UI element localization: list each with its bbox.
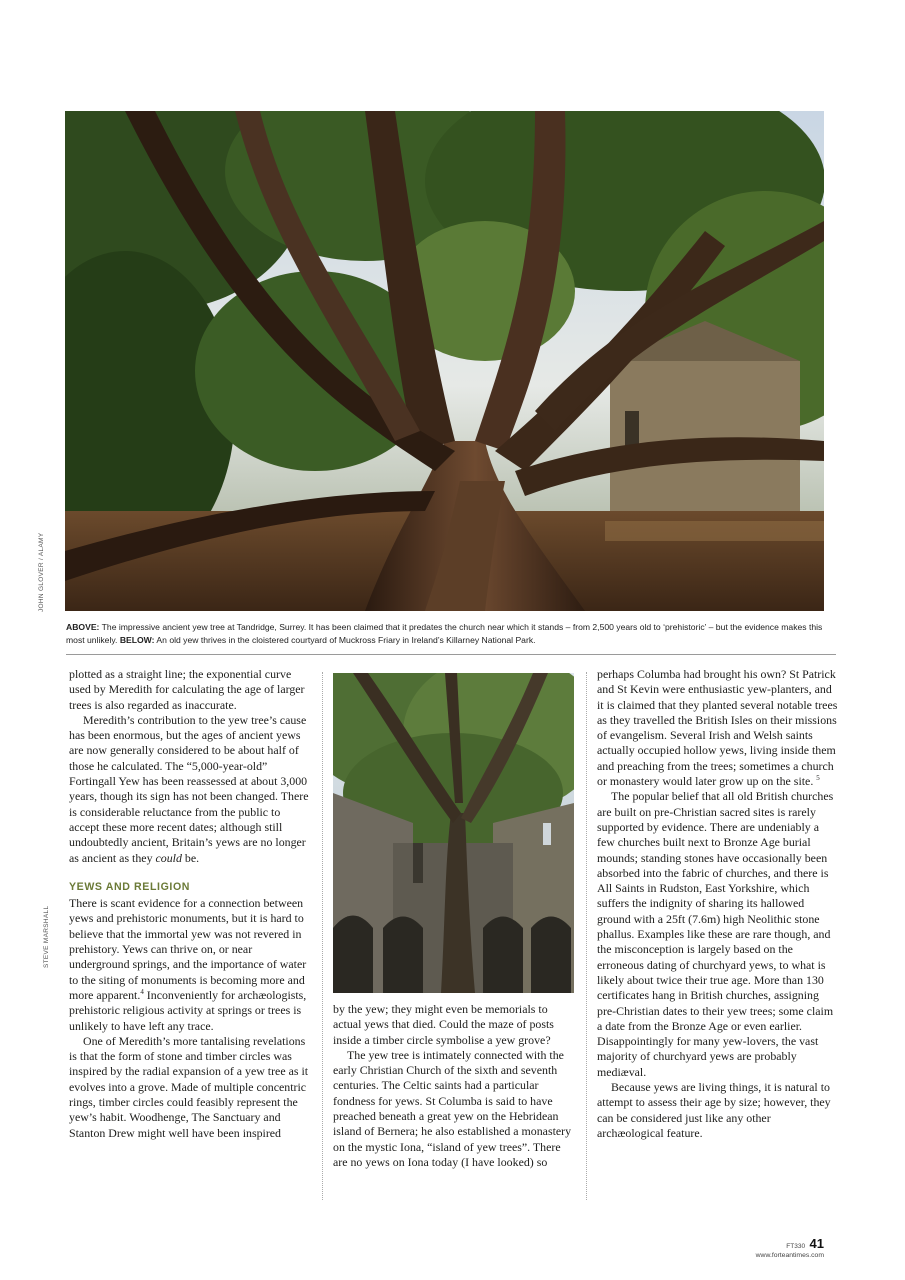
issue-number: FT330 <box>786 1243 806 1250</box>
caption-below-label: BELOW: <box>119 635 155 645</box>
paragraph: One of Meredith’s more tantalising revelations is that the form of stone and timber circles was inspired by the radial expansion of a yew tree as it evolves into a grove. Made of multiple concentric rings, timber circles could feasibly represent the yew’s habit. Woodhenge, The Sanctuary and Stanton Drew might well have been inspired <box>69 1033 309 1140</box>
column-divider <box>322 672 323 1200</box>
photo-muckross-yew <box>333 673 574 993</box>
paragraph: Meredith’s contribution to the yew tree’s cause has been enormous, but the ages of ancient yews are now generally considered to be about half of those he calculated. The “5,000-year-old” Fortingall Yew has been reassessed at about 3,000 years, though its sign has not been changed. There is considerable reluctance from the public to accept these more recent dates; although still undoubtedly ancient, Britain’s yews are no longer as ancient as they could be. <box>69 712 309 865</box>
site-url: www.forteantimes.com <box>755 1252 824 1259</box>
caption-divider <box>66 654 836 655</box>
article-column-2 <box>333 1002 575 1170</box>
paragraph: by the yew; they might even be memorials to actual yews that died. Could the maze of posts inside a timber circle symbolise a yew grove? <box>333 1002 554 1047</box>
caption-above-label: ABOVE: <box>66 622 100 632</box>
article-column-3 <box>597 667 839 1141</box>
paragraph: The yew tree is intimately connected with the early Christian Church of the sixth and seventh centuries. The Celtic saints had a particular fondness for yews. St Columba is said to have preached beneath a great yew on the Hebridean island of Bernera; he also established a monastery on the mystic Iona, “island of yew trees”. There are no yews on Iona today (I have looked) so <box>333 1047 572 1169</box>
page-folio <box>756 1235 824 1259</box>
article-column-1 <box>69 667 312 1141</box>
footnote-ref: 5 <box>816 774 820 783</box>
caption-above-text: The impressive ancient yew tree at Tandridge, Surrey. It has been claimed that it predates the church near which it stands – from 2,500 years old to ‘prehistoric’ – but the evidence makes this most unlikely. <box>66 622 823 645</box>
paragraph: plotted as a straight line; the exponential curve used by Meredith for calculating the age of larger trees is also regarded as inaccurate. <box>69 667 305 712</box>
column-divider <box>586 672 587 1200</box>
caption-below-text: An old yew thrives in the cloistered courtyard of Muckross Friary in Ireland’s Killarney National Park. <box>154 635 536 645</box>
photo-credit-top: JOHN GLOVER / ALAMY <box>38 532 45 612</box>
paragraph: There is scant evidence for a connection between yews and prehistoric monuments, but it is hard to believe that the immortal yew was not revered in prehistory. Yews can thrive on, or near underground springs, and the importance of water to the siting of monuments is becoming more and more apparent.$^4$ Inconveniently for archæologists, prehistoric religious activity at springs or trees is unlikely to have left any trace. <box>69 896 307 1033</box>
paragraph: Because yews are living things, it is natural to attempt to assess their age by size; however, they can be considered just like any other archæological feature. <box>597 1080 831 1140</box>
photo-credit-middle: STEVE MARSHALL <box>43 905 50 968</box>
paragraph: The popular belief that all old British churches are built on pre-Christian sacred sites is rarely supported by evidence. There are undeniably a few churches built next to Bronze Age burial mounds; standing stones have occasionally been absorbed into the fabric of churches, and there is All Saints in Rudston, East Yorkshire, which suffers the indignity of sharing its hallowed ground with a 25ft (7.6m) high Neolithic stone phallus. Examples like these are rare though, and the misconception is largely based on the erroneous dating of churchyard yews, to what is likely about twice their true age. More than 130 certificates hang in British churches, assigning pre-Christian dates to their yew trees; some claim a date from the Bronze Age or even earlier. Disappointingly for many yew-lovers, the vast majority of churchyard yews are probably mediæval. <box>597 789 834 1079</box>
footnote-ref: 4 <box>140 987 144 996</box>
page-number: 41 <box>809 1236 824 1251</box>
photo-caption <box>66 621 836 647</box>
paragraph: perhaps Columba had brought his own? St Patrick and St Kevin were enthusiastic yew-planters, and it is claimed that they planted several notable trees as they travelled the British Isles on their missions of evangelism. Several Irish and Welsh saints actually occupied hollow yews, living inside them and preaching from the trees; sometimes a church or monastery would later grow up on the site. $^5$ <box>597 667 838 789</box>
photo-tandridge-yew <box>65 111 824 611</box>
section-heading: YEWS AND RELIGION <box>69 880 191 893</box>
